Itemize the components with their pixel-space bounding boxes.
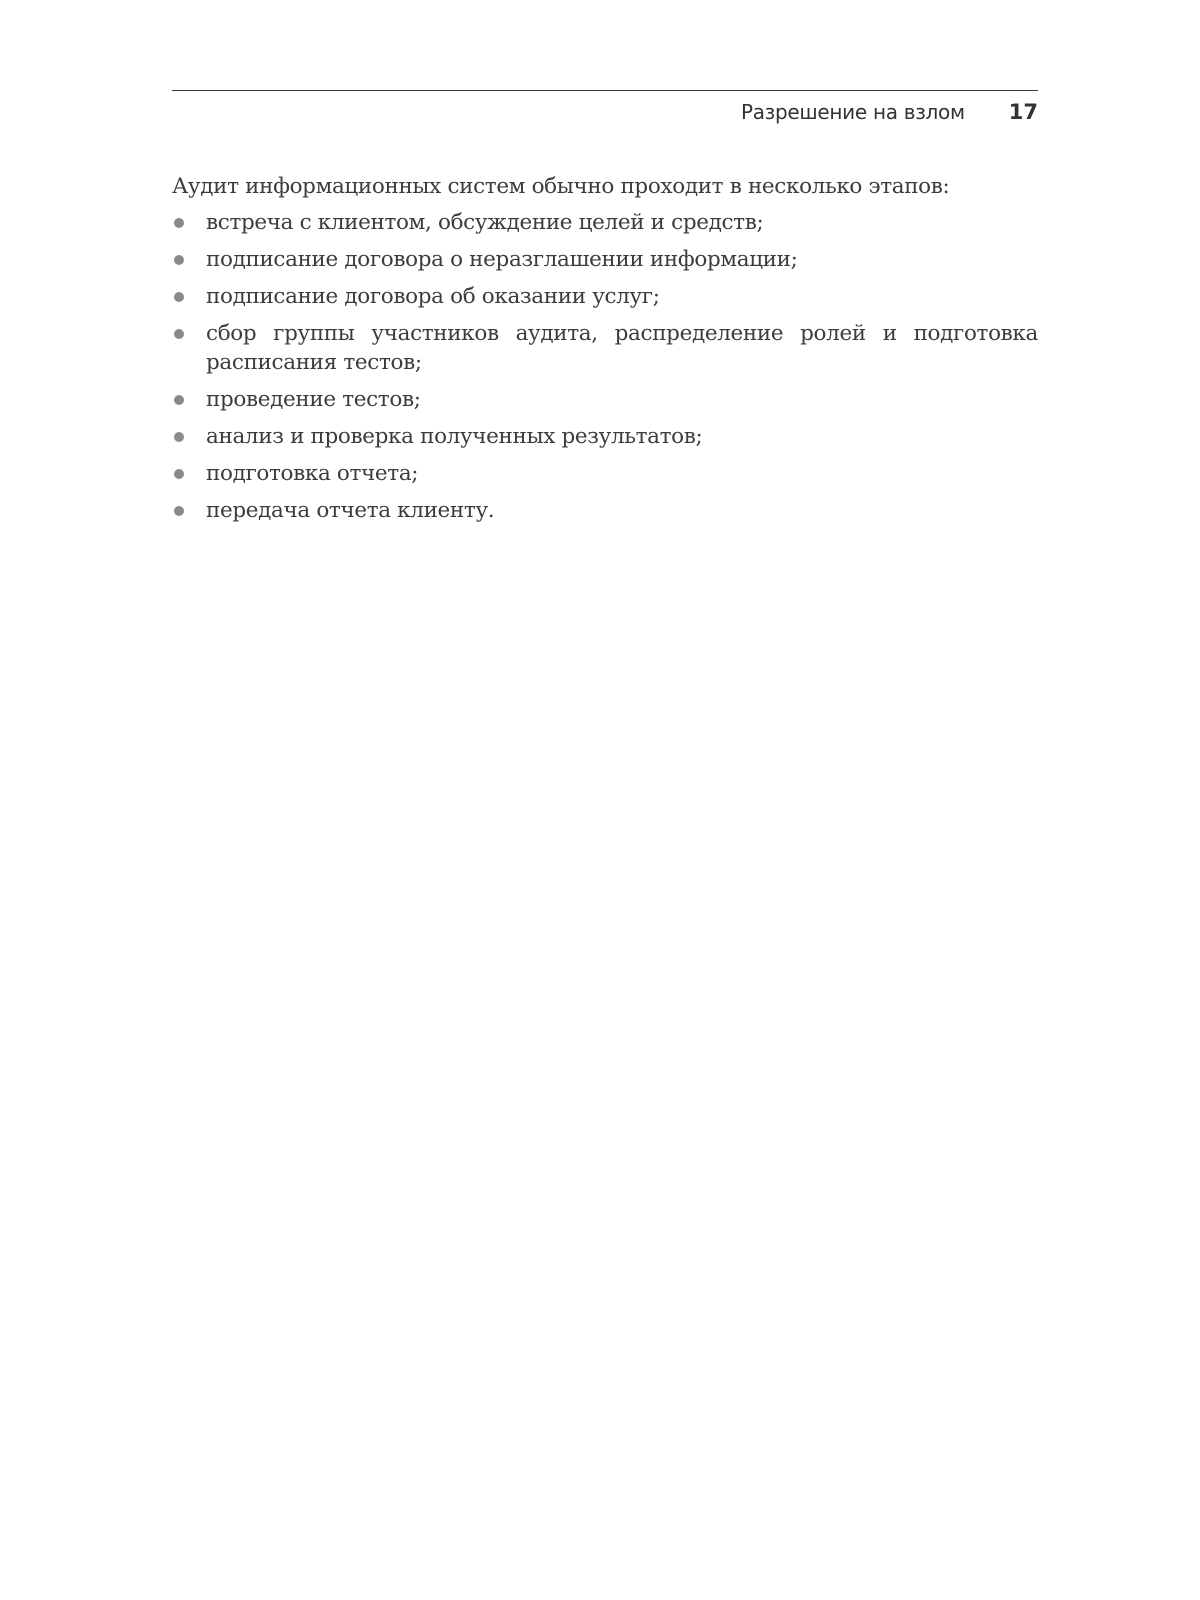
bullet-icon [174,506,184,516]
bullet-icon [174,469,184,479]
page-body [172,172,1038,533]
bullet-icon [174,432,184,442]
list-item-text: подготовка отчета; [206,461,419,486]
intro-paragraph: Аудит информационных систем обычно проходит в несколько этапов: [172,174,950,199]
list-item [172,459,1038,488]
bullet-icon [174,395,184,405]
list-item [172,282,1038,311]
list-item-text: подписание договора о неразглашении информации; [206,247,798,272]
list-item-text: проведение тестов; [206,387,421,412]
list-item-text: подписание договора об оказании услуг; [206,284,660,309]
page-number: 17 [1008,100,1038,124]
list-item [172,385,1038,414]
bullet-icon [174,292,184,302]
list-item [172,208,1038,237]
list-item-text: анализ и проверка полученных результатов; [206,424,703,449]
header-rule [172,90,1038,91]
list-item [172,245,1038,274]
list-item-text: передача отчета клиенту. [206,498,495,523]
bullet-icon [174,255,184,265]
list-item-text: встреча с клиентом, обсуждение целей и средств; [206,210,764,235]
list-item [172,496,1038,525]
list-item-text: сбор группы участников аудита, распределение ролей и подготовка расписания тестов; [206,321,1038,375]
running-header [172,100,1038,124]
bullet-icon [174,218,184,228]
list-item [172,319,1038,377]
bullet-icon [174,329,184,339]
stages-list [172,208,1038,525]
list-item [172,422,1038,451]
running-header-title: Разрешение на взлом [740,100,965,124]
